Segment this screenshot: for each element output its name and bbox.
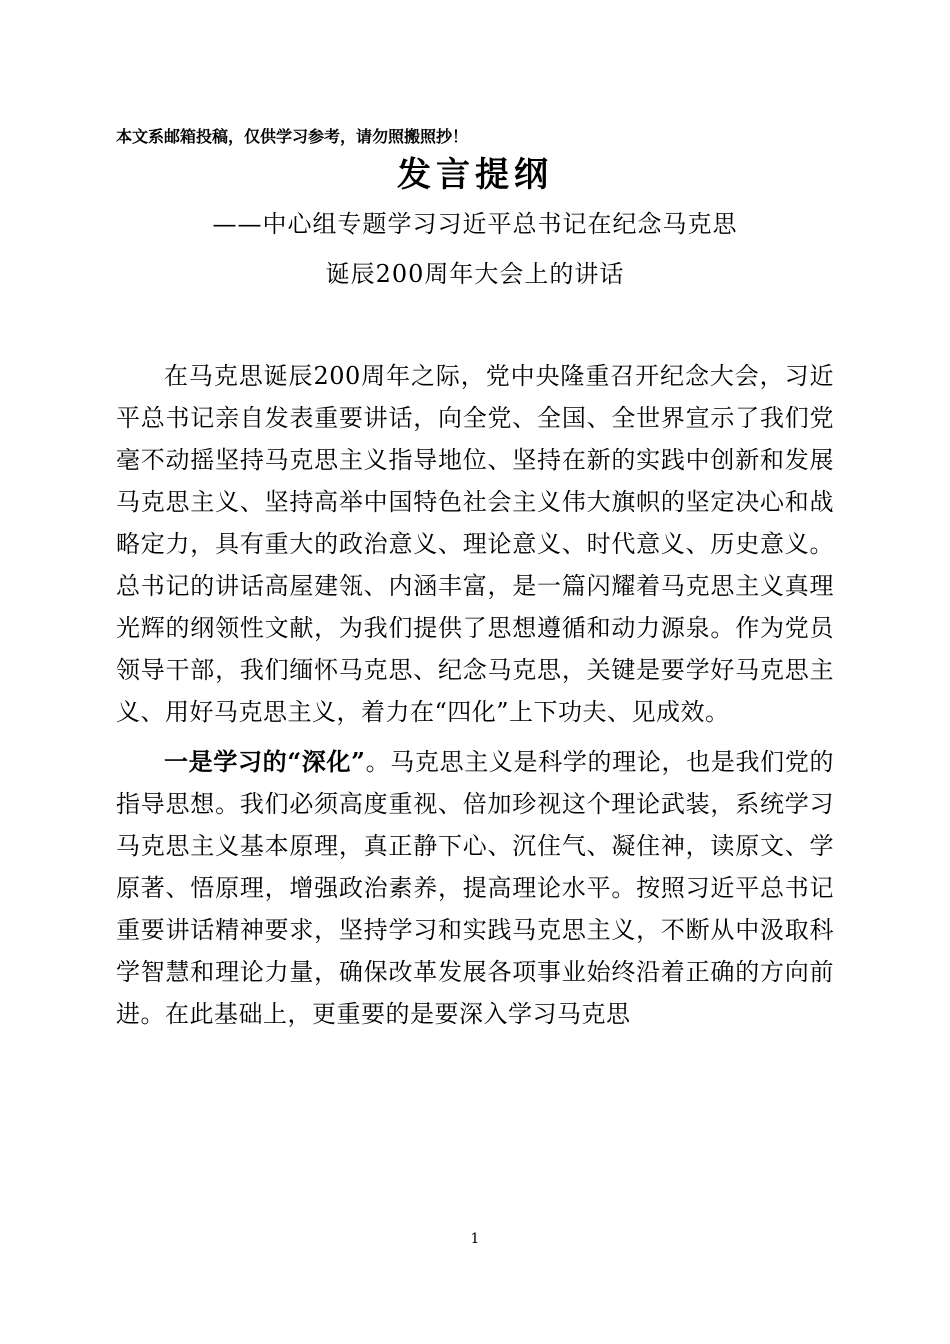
paragraph-text: 在马克思诞辰200周年之际，党中央隆重召开纪念大会，习近平总书记亲自发表重要讲话，向全党、全国、全世界宣示了我们党毫不动摇坚持马克思主义指导地位、坚持在新的实践中创新和发展马克思主义、坚持高举中国特色社会主义伟大旗帜的坚定决心和战略定力，具有重大的政治意义、理论意义、时代意义、历史意义。总书记的讲话高屋建瓴、内涵丰富，是一篇闪耀着马克思主义真理光辉的纲领性文献，为我们提供了思想遵循和动力源泉。作为党员领导干部，我们缅怀马克思、纪念马克思，关键是要学好马克思主义、用好马克思主义，着力在“四化”上下功夫、见成效。 — [116, 362, 834, 726]
paragraph-point-one — [116, 741, 834, 1035]
page-title: 发言提纲 — [397, 155, 553, 195]
paragraph-lead: 一是学习的“深化” — [164, 747, 366, 776]
paragraph-intro — [116, 355, 834, 733]
body-text — [116, 355, 834, 1043]
page-number: 1 — [470, 1231, 480, 1247]
submission-notice: 本文系邮箱投稿，仅供学习参考，请勿照搬照抄！ — [116, 127, 469, 146]
subtitle-line-2: 诞辰200周年大会上的讲话 — [325, 260, 625, 288]
paragraph-text: 。马克思主义是科学的理论，也是我们党的指导思想。我们必须高度重视、倍加珍视这个理论武装，系统学习马克思主义基本原理，真正静下心、沉住气、凝住神，读原文、学原著、悟原理，增强政治素养，提高理论水平。按照习近平总书记重要讲话精神要求，坚持学习和实践马克思主义，不断从中汲取科学智慧和理论力量，确保改革发展各项事业始终沿着正确的方向前进。在此基础上，更重要的是要深入学习马克思 — [116, 748, 835, 1028]
subtitle-line-1: ——中心组专题学习习近平总书记在纪念马克思 — [212, 210, 738, 238]
